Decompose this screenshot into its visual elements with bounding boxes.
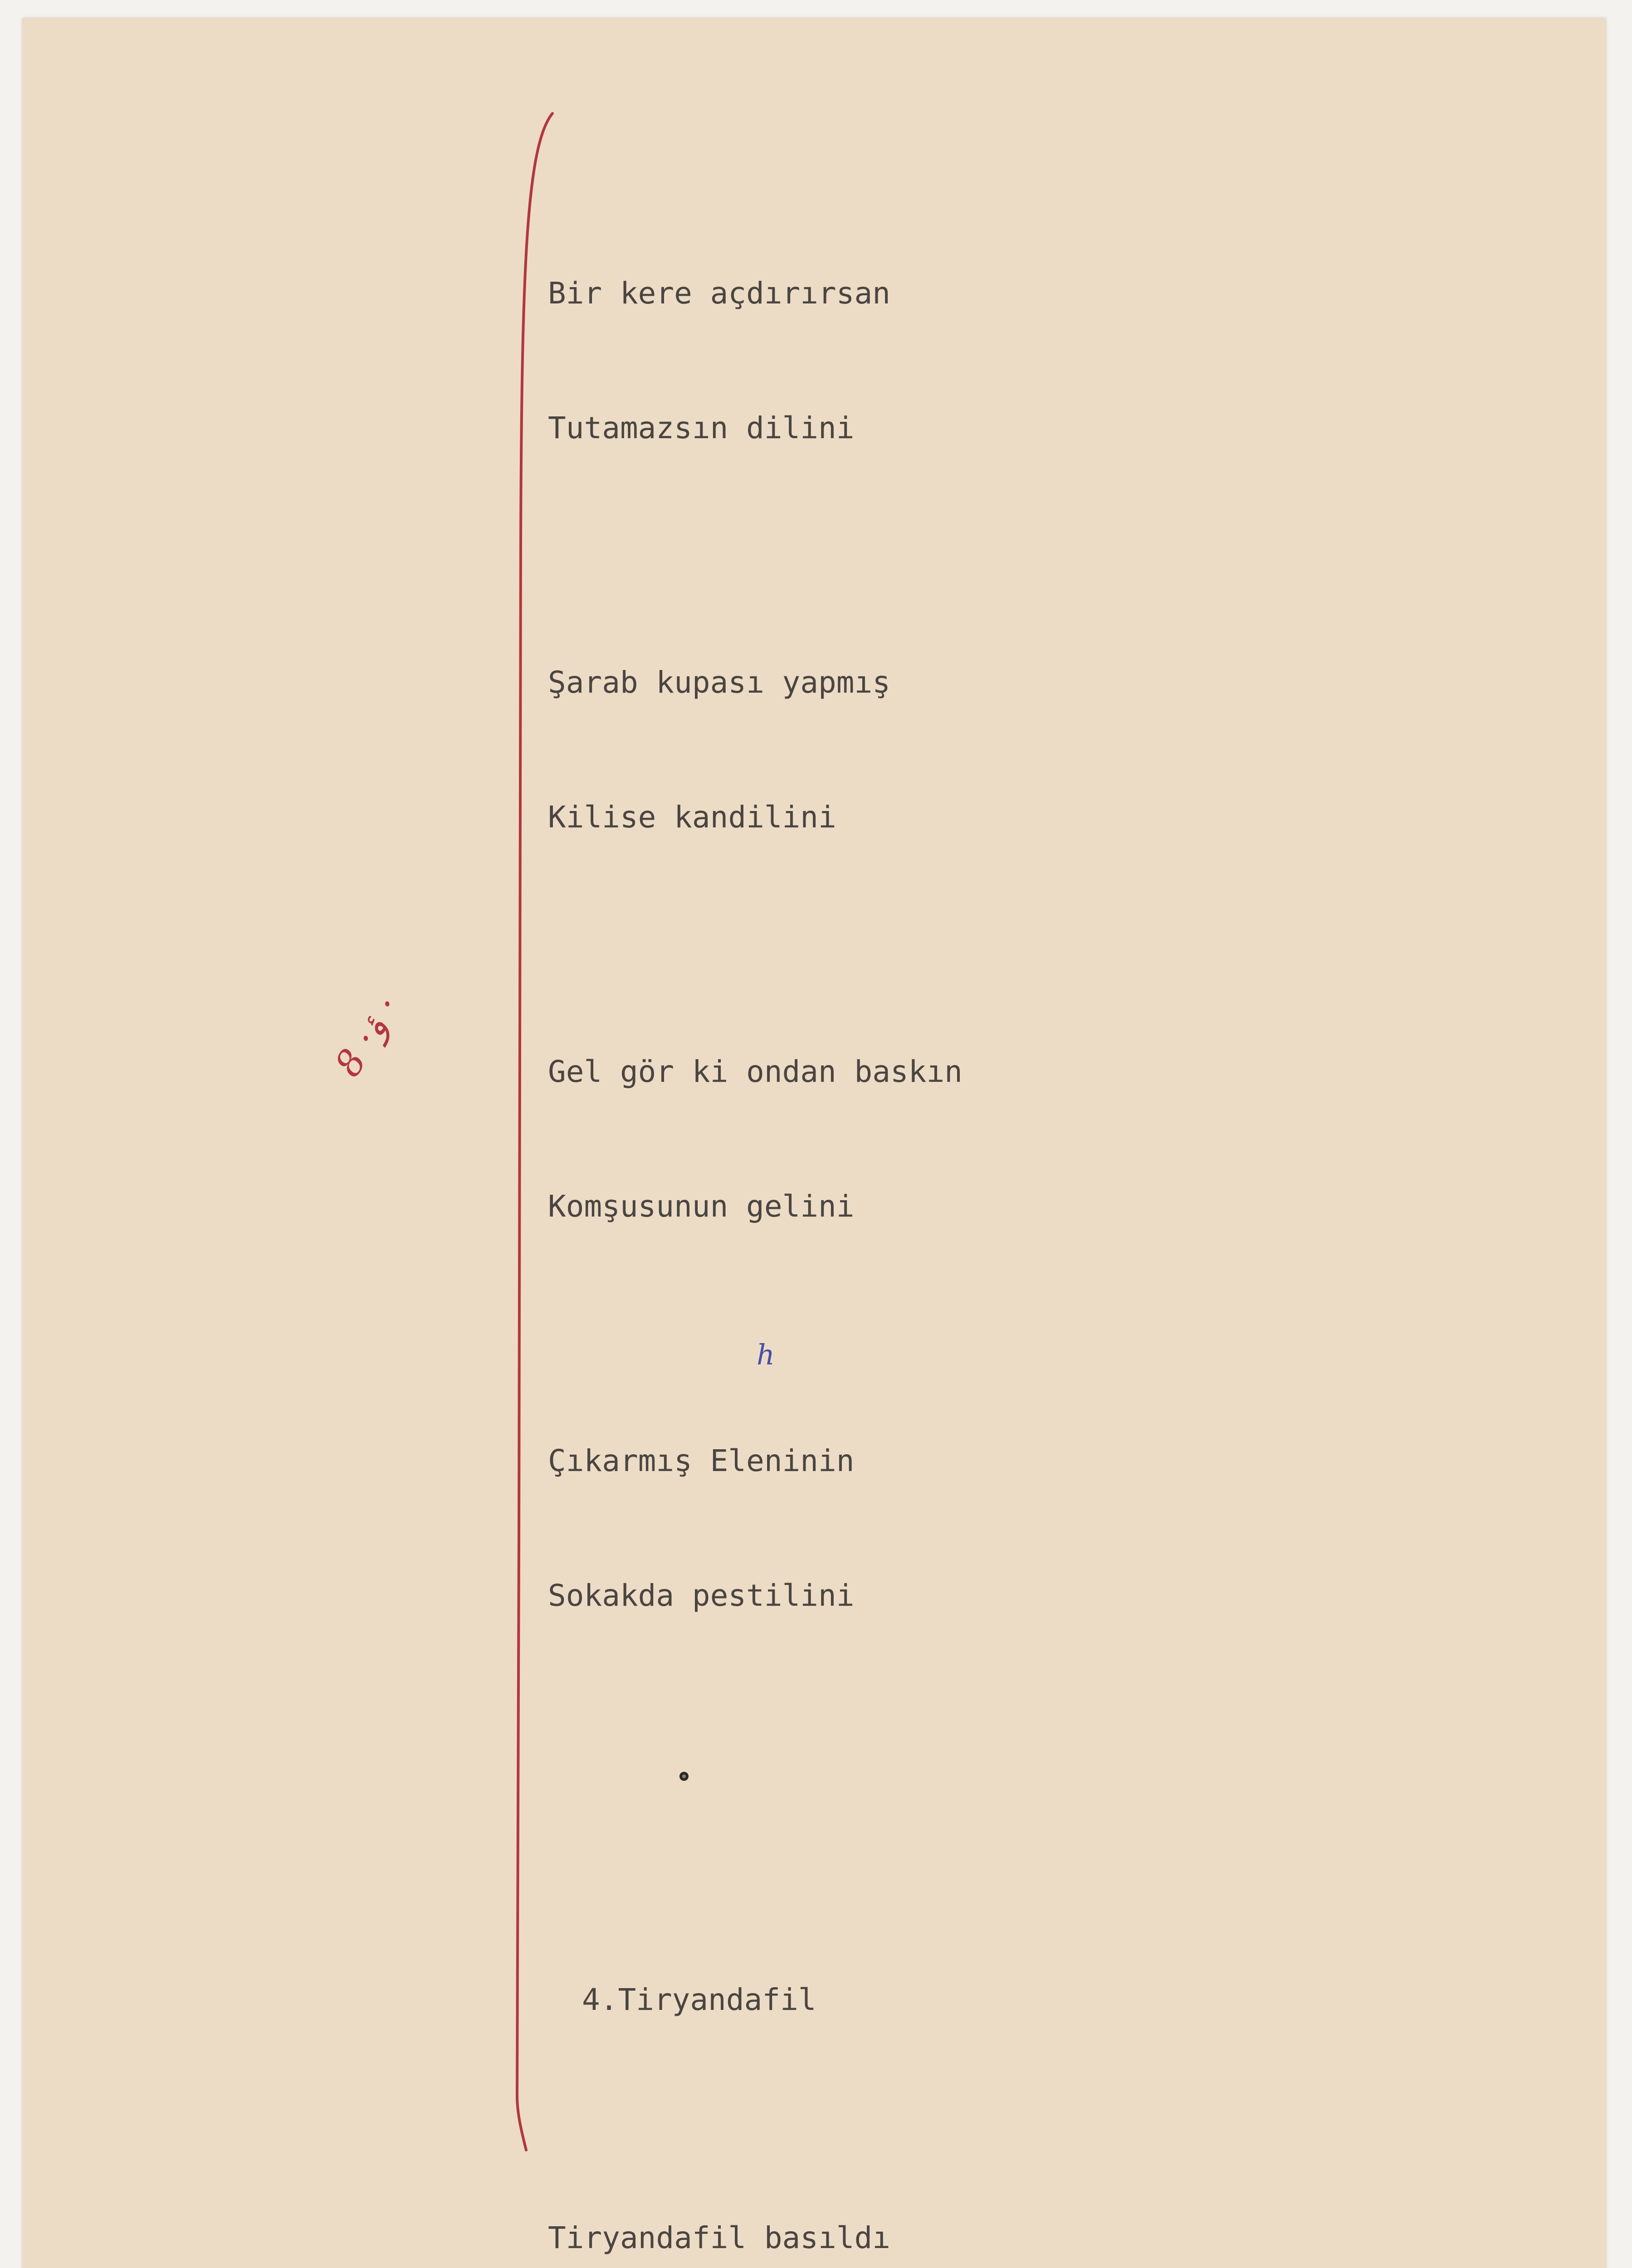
- poem-line: Sokakda pestilini: [548, 1578, 855, 1613]
- poem-line: Tiryandafil basıldı: [548, 2220, 890, 2255]
- poem-line: Şarab kupası yapmış: [548, 665, 890, 700]
- handwritten-correction: h: [757, 1338, 775, 1371]
- typed-poem: [548, 136, 963, 2268]
- section-heading: 4.Tiryandafil: [582, 1982, 816, 2017]
- poem-line: Kilise kandilini: [548, 800, 836, 835]
- poem-line: Komşusunun gelini: [548, 1189, 855, 1224]
- poem-line: Gel gör ki ondan baskın: [548, 1054, 963, 1089]
- poem-line: Bir kere açdırırsan: [548, 276, 890, 311]
- margin-handwritten-annotation: 8 ·ؤ ·: [327, 987, 409, 1084]
- section-separator: [548, 1753, 963, 1798]
- poem-line: Çıkarmış Eleninin: [548, 1443, 855, 1478]
- poem-line: Tutamazsın dilini: [548, 411, 855, 445]
